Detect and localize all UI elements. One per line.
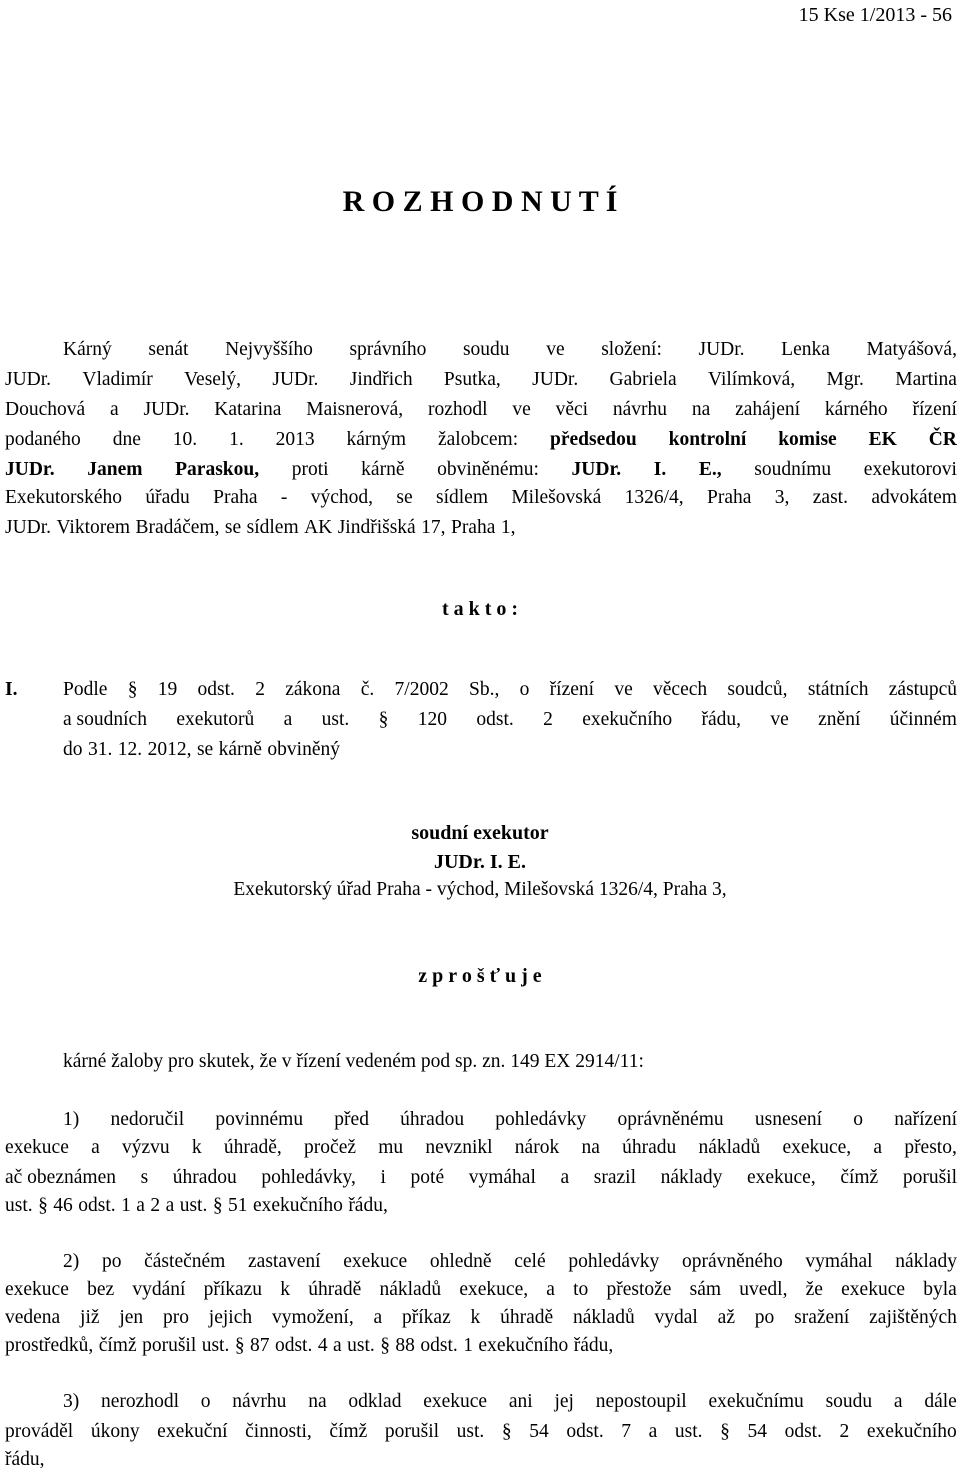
word: odklad <box>348 1391 402 1412</box>
word: kárným <box>346 429 407 450</box>
word: a <box>333 1335 342 1356</box>
word: JUDr. <box>272 369 319 390</box>
text-line <box>5 366 957 394</box>
word: Douchová <box>5 399 86 420</box>
word: porušil <box>902 1167 957 1188</box>
word: vymožení, <box>271 1307 354 1328</box>
word: Kárný <box>63 339 112 360</box>
word: § <box>378 709 389 730</box>
word: předsedou <box>550 429 637 450</box>
word: ust. <box>456 1421 485 1442</box>
word: soudců, <box>727 679 788 700</box>
word: 2012, <box>147 739 192 760</box>
text-line <box>5 1164 957 1192</box>
word: JUDr. <box>143 399 190 420</box>
word: k <box>470 1307 481 1328</box>
word: § <box>380 1335 390 1356</box>
word: odst. <box>476 709 514 730</box>
word: ve <box>614 679 633 700</box>
word: odst. <box>566 1421 604 1442</box>
word: řízení <box>912 399 957 420</box>
word: vydal <box>654 1307 698 1328</box>
word: Podle <box>63 679 108 700</box>
word: exekutorů <box>176 709 255 730</box>
word: dále <box>924 1391 957 1412</box>
word: řádu, <box>573 1335 614 1356</box>
word: nerozhodl <box>101 1391 179 1412</box>
word: návrhu <box>612 399 668 420</box>
word: již <box>80 1307 100 1328</box>
word: odst. <box>784 1421 822 1442</box>
word: 10. <box>172 429 198 450</box>
text-line <box>5 1304 957 1332</box>
word: proti <box>291 459 329 480</box>
word: Jindřich <box>349 369 413 390</box>
word: úhradě <box>500 1307 554 1328</box>
charges-intro: kárné žaloby pro skutek, že v řízení vedeném pod sp. zn. 149 EX 2914/11: <box>63 1051 644 1072</box>
word: poté <box>410 1167 445 1188</box>
word: 2 <box>255 679 265 700</box>
word: exekuce <box>343 1251 408 1272</box>
word: státních <box>807 679 869 700</box>
word: § <box>127 679 138 700</box>
word: oprávněnému <box>617 1109 724 1130</box>
word: až <box>717 1307 735 1328</box>
word: I. <box>653 459 667 480</box>
word: sražení <box>794 1307 850 1328</box>
word: výzvu <box>122 1137 170 1158</box>
text-line <box>5 1446 957 1474</box>
word: náklady <box>895 1251 957 1272</box>
word: po <box>754 1307 775 1328</box>
word: vymáhal <box>468 1167 536 1188</box>
word: řádu, <box>5 1449 45 1470</box>
word: pro <box>162 1307 189 1328</box>
word: náklady <box>660 1167 723 1188</box>
word: JUDr. <box>532 369 579 390</box>
word: povinnému <box>215 1109 304 1130</box>
word: čímž <box>840 1167 879 1188</box>
word: podaného <box>5 429 81 450</box>
word: EK <box>868 429 897 450</box>
text-line <box>5 396 957 424</box>
word: exekuce <box>5 1137 69 1158</box>
text-line <box>63 1106 957 1134</box>
text-line <box>63 736 957 764</box>
word: znění <box>818 709 861 730</box>
word: dne <box>112 429 141 450</box>
word: pohledávky <box>495 1109 587 1130</box>
text-line <box>63 706 957 734</box>
word: 1 <box>463 1335 473 1356</box>
word: prostředků, <box>5 1335 94 1356</box>
word: Sb., <box>468 679 500 700</box>
word: rozhodl <box>428 399 488 420</box>
word: exekuce <box>841 1279 906 1300</box>
word: JUDr. <box>5 369 52 390</box>
word: do <box>63 739 83 760</box>
word: porušil <box>384 1421 440 1442</box>
word: kárně <box>361 459 405 480</box>
word: exekučního <box>252 1195 343 1216</box>
word: příkaz <box>402 1307 451 1328</box>
word: Veselý, <box>184 369 242 390</box>
word: věcech <box>653 679 708 700</box>
word: Maisnerová, <box>306 399 404 420</box>
word: složení: <box>601 339 662 360</box>
word: a <box>165 1195 175 1216</box>
word: na <box>581 1137 600 1158</box>
word: na <box>691 399 711 420</box>
word: zast. <box>812 487 848 508</box>
word: usnesení <box>754 1109 823 1130</box>
word: prováděl <box>5 1421 74 1442</box>
word: částečném <box>144 1251 226 1272</box>
word: se <box>396 487 413 508</box>
word: ohledně <box>429 1251 492 1272</box>
text-line <box>5 484 957 512</box>
word: - <box>280 487 288 508</box>
word: 2 <box>543 709 553 730</box>
word: porušil <box>142 1335 197 1356</box>
word: a soudních <box>63 709 147 730</box>
text-line <box>63 336 957 364</box>
word: komise <box>778 429 837 450</box>
word: Praha <box>707 487 752 508</box>
word: 3) <box>63 1391 80 1412</box>
word: mu <box>378 1137 404 1158</box>
text-line <box>63 676 957 704</box>
word: 46 <box>53 1195 73 1216</box>
word: ve <box>512 399 531 420</box>
word: Paraskou, <box>175 459 260 480</box>
word: pročež <box>304 1137 357 1158</box>
word: E., <box>698 459 722 480</box>
word: Katarina <box>214 399 282 420</box>
word: Psutka, <box>443 369 501 390</box>
word: nedoručil <box>110 1109 185 1130</box>
word: sídlem <box>435 487 488 508</box>
word: a <box>546 1279 555 1300</box>
word: o <box>200 1391 211 1412</box>
word: pohledávky, <box>261 1167 356 1188</box>
word: ač obeznámen <box>5 1167 116 1188</box>
word: ust. <box>321 709 350 730</box>
word: ust. <box>201 1335 230 1356</box>
word: odst. <box>78 1195 116 1216</box>
word: i <box>380 1167 386 1188</box>
word: Jindřišská <box>337 517 416 538</box>
word: Viktorem <box>56 517 131 538</box>
word: řádu, <box>348 1195 388 1216</box>
word: celé <box>514 1251 546 1272</box>
word: 1. <box>229 429 244 450</box>
word: ani <box>508 1391 533 1412</box>
word: Vilímková, <box>708 369 796 390</box>
word: nepostoupil <box>595 1391 687 1412</box>
word: exekučního <box>582 709 673 730</box>
word: 1 <box>121 1195 131 1216</box>
word: přestože <box>606 1279 672 1300</box>
word: pohledávky <box>568 1251 660 1272</box>
word: 1) <box>63 1109 80 1130</box>
word: sám <box>689 1279 722 1300</box>
word: obviněný <box>267 739 340 760</box>
word: 2 <box>839 1421 850 1442</box>
word: po <box>101 1251 122 1272</box>
word: činnosti, <box>245 1421 312 1442</box>
word: exekuce <box>423 1391 488 1412</box>
word: § <box>501 1421 512 1442</box>
word: řízení <box>549 679 595 700</box>
word: 88 <box>395 1335 415 1356</box>
word: úhradě <box>308 1279 362 1300</box>
word: se <box>196 739 214 760</box>
word: účinném <box>889 709 957 730</box>
word: AK <box>304 517 333 538</box>
word: ust. <box>347 1335 375 1356</box>
word: věci <box>555 399 589 420</box>
word: Praha <box>213 487 258 508</box>
word: a <box>283 709 293 730</box>
word: správního <box>349 339 427 360</box>
word: Praha <box>450 517 496 538</box>
word: úhradou <box>172 1167 237 1188</box>
word: kárně <box>218 739 262 760</box>
word: nákladů <box>572 1307 635 1328</box>
word: odst. <box>274 1335 313 1356</box>
word: kontrolní <box>668 429 747 450</box>
word: nákladů <box>379 1279 442 1300</box>
word: bez <box>87 1279 115 1300</box>
word: § <box>212 1195 223 1216</box>
word: úřadu <box>145 487 190 508</box>
word: zahájení <box>735 399 801 420</box>
word: ČR <box>928 429 957 450</box>
word: jej <box>554 1391 574 1412</box>
word: ve <box>546 339 565 360</box>
word: úhradou <box>400 1109 465 1130</box>
word: a <box>893 1391 903 1412</box>
word: jen <box>119 1307 144 1328</box>
word: odst. <box>420 1335 458 1356</box>
word: příkazu <box>203 1279 263 1300</box>
word: Bradáčem, <box>135 517 220 538</box>
word: a <box>136 1195 145 1216</box>
word: advokátem <box>871 487 957 508</box>
word: 17, <box>421 517 446 538</box>
word: žalobcem: <box>437 429 519 450</box>
word: přesto, <box>904 1137 957 1158</box>
word: řádu, <box>701 709 742 730</box>
word: sídlem <box>246 517 299 538</box>
word: úhradu <box>622 1137 677 1158</box>
word: exekuční <box>157 1421 228 1442</box>
word: nevznikl <box>425 1137 493 1158</box>
word: se <box>224 517 242 538</box>
word: srazil <box>593 1167 636 1188</box>
word: 54 <box>529 1421 549 1442</box>
word: exekuce <box>5 1279 69 1300</box>
word: Gabriela <box>609 369 677 390</box>
word: k <box>280 1279 290 1300</box>
defendant-office: Exekutorský úřad Praha - východ, Milešovská 1326/4, Praha 3, <box>233 879 727 900</box>
word: uvedl, <box>739 1279 788 1300</box>
text-line <box>5 1192 957 1220</box>
word: a <box>109 399 119 420</box>
text-line <box>5 456 957 484</box>
word: Janem <box>87 459 143 480</box>
word: 2013 <box>275 429 315 450</box>
word: nařízení <box>894 1109 957 1130</box>
word: ust. <box>179 1195 208 1216</box>
text-line <box>5 426 957 454</box>
word: vydání <box>132 1279 186 1300</box>
word: 4 <box>317 1335 328 1356</box>
word: 31. <box>87 739 113 760</box>
word: o <box>853 1109 863 1130</box>
zprostuje-heading: z p r o š ť u j e <box>418 965 542 987</box>
word: 7 <box>621 1421 632 1442</box>
word: zajištěných <box>869 1307 957 1328</box>
word: vymáhal <box>805 1251 873 1272</box>
word: zástupců <box>888 679 957 700</box>
word: a <box>373 1307 383 1328</box>
word: Lenka <box>781 339 830 360</box>
word: byla <box>923 1279 957 1300</box>
word: vedena <box>5 1307 61 1328</box>
text-line <box>5 1418 957 1446</box>
word: oprávněného <box>681 1251 783 1272</box>
word: 120 <box>417 709 448 730</box>
defendant-role: soudní exekutor <box>411 822 549 844</box>
case-number: 15 Kse 1/2013 - 56 <box>798 4 952 26</box>
text-line <box>5 1332 957 1360</box>
word: Milešovská <box>511 487 602 508</box>
word: a <box>91 1137 100 1158</box>
word: soudu <box>825 1391 873 1412</box>
word: úkony <box>90 1421 140 1442</box>
word: 12. <box>117 739 143 760</box>
word: jejich <box>208 1307 253 1328</box>
word: návrhu <box>232 1391 287 1412</box>
word: ust. <box>5 1195 33 1216</box>
word: 54 <box>747 1421 767 1442</box>
word: čímž <box>98 1335 137 1356</box>
word: exekučního <box>478 1335 569 1356</box>
word: exekuce, <box>746 1167 816 1188</box>
word: s <box>140 1167 149 1188</box>
word: § <box>720 1421 730 1442</box>
text-line <box>5 1276 957 1304</box>
word: na <box>308 1391 327 1412</box>
word: 3, <box>774 487 790 508</box>
word: východ, <box>310 487 374 508</box>
word: 2 <box>150 1195 161 1216</box>
word: ve <box>770 709 789 730</box>
word: exekutorovi <box>863 459 957 480</box>
word: kárného <box>824 399 888 420</box>
word: o <box>519 679 530 700</box>
word: že <box>805 1279 823 1300</box>
word: a <box>648 1421 658 1442</box>
word: Vladimír <box>82 369 153 390</box>
word: Matyášová, <box>866 339 957 360</box>
word: 19 <box>157 679 178 700</box>
word: JUDr. <box>5 459 55 480</box>
word: č. <box>360 679 375 700</box>
word: 1, <box>500 517 516 538</box>
word: exekučního <box>866 1421 957 1442</box>
word: Mgr. <box>826 369 864 390</box>
word: Nejvyššího <box>225 339 313 360</box>
word: § <box>38 1195 48 1216</box>
word: k <box>191 1137 202 1158</box>
word: Martina <box>895 369 957 390</box>
text-line <box>5 514 957 542</box>
word: nárok <box>514 1137 560 1158</box>
text-line <box>5 1134 957 1162</box>
word: 1326/4, <box>624 487 684 508</box>
word: soudu <box>462 339 510 360</box>
word: zastavení <box>248 1251 321 1272</box>
word: úhradě, <box>223 1137 282 1158</box>
word: JUDr. <box>571 459 622 480</box>
word: před <box>334 1109 369 1130</box>
word: JUDr. <box>698 339 745 360</box>
text-line <box>63 1388 957 1416</box>
word: 2) <box>63 1251 80 1272</box>
word: obviněnému: <box>437 459 539 480</box>
word: exekuce, <box>459 1279 529 1300</box>
document-title: R O Z H O D N U T Í <box>342 185 618 218</box>
defendant-name: JUDr. I. E. <box>433 851 527 873</box>
word: 51 <box>228 1195 248 1216</box>
word: nákladů <box>698 1137 761 1158</box>
word: odst. <box>197 679 235 700</box>
word: čímž <box>329 1421 368 1442</box>
word: exekučnímu <box>708 1391 804 1412</box>
word: § <box>234 1335 245 1356</box>
word: 7/2002 <box>394 679 449 700</box>
word: JUDr. <box>5 517 52 538</box>
word: zákona <box>285 679 341 700</box>
word: a <box>873 1137 883 1158</box>
word: soudnímu <box>754 459 832 480</box>
takto-heading: t a k t o : <box>441 598 519 620</box>
word: a <box>560 1167 570 1188</box>
word: exekuce, <box>782 1137 852 1158</box>
word: 87 <box>250 1335 270 1356</box>
verdict-number: I. <box>5 679 18 700</box>
word: ust. <box>674 1421 703 1442</box>
word: to <box>573 1279 589 1300</box>
word: senát <box>148 339 189 360</box>
word: Exekutorského <box>5 487 122 508</box>
text-line <box>63 1248 957 1276</box>
